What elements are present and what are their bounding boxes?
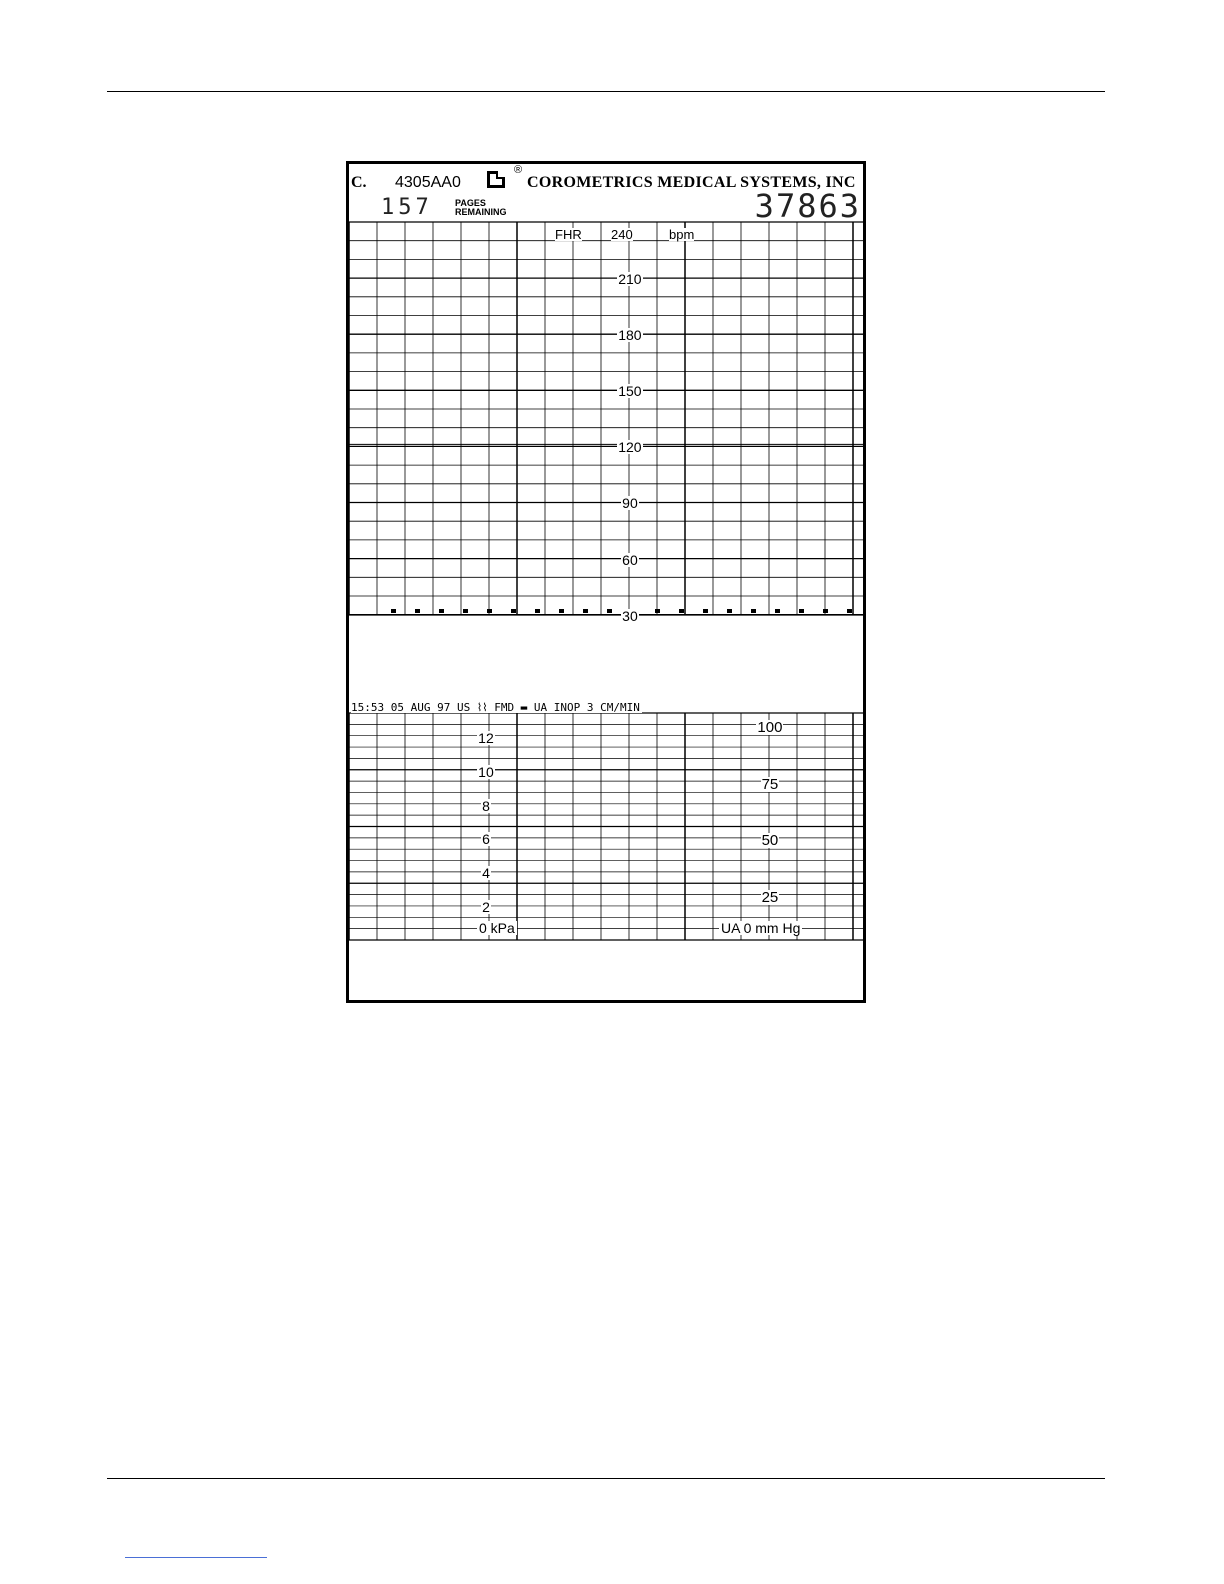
footer-link-underline: [125, 1557, 267, 1558]
fmd-mark: [607, 609, 612, 613]
pages-label-line1: PAGES: [455, 198, 486, 208]
pages-remaining-label: [455, 199, 507, 217]
company-name: COROMETRICS MEDICAL SYSTEMS, INC: [527, 174, 856, 191]
pages-remaining-count: 157: [381, 195, 433, 220]
fhr-tick-label: 90: [622, 495, 638, 512]
fhr-unit: bpm: [669, 227, 695, 242]
kpa-tick-label: 10: [478, 763, 494, 780]
company-logo-icon: [487, 171, 505, 188]
fmd-mark: [535, 609, 540, 613]
chart-grid: [349, 164, 863, 1000]
fmd-mark: [415, 609, 420, 613]
top-rule: [107, 91, 1105, 92]
fmd-mark: [439, 609, 444, 613]
fmd-mark: [511, 609, 516, 613]
fhr-tick-label: 120: [618, 439, 642, 456]
fhr-tick-label: 30: [622, 607, 638, 624]
mmhg-tick-label: 50: [761, 832, 779, 849]
fhr-tick-label: 150: [618, 383, 642, 400]
serial-number: 37863: [754, 187, 861, 225]
mmhg-tick-label: 25: [761, 888, 779, 906]
bottom-rule: [107, 1478, 1105, 1479]
mmhg-zero-label: UA 0 mm Hg: [721, 920, 801, 936]
fetal-monitor-strip: [346, 161, 866, 1003]
fmd-mark: [799, 609, 804, 613]
fmd-mark: [487, 609, 492, 613]
kpa-tick-label: 2: [482, 899, 490, 915]
fhr-tick-label: 180: [618, 327, 642, 344]
kpa-zero-label: 0 kPa: [479, 920, 515, 936]
fmd-mark: [847, 609, 852, 613]
fhr-tick-label: 60: [622, 551, 638, 568]
fmd-mark: [679, 609, 684, 613]
fmd-mark: [727, 609, 732, 613]
kpa-tick-label: 6: [482, 831, 490, 848]
header-leading-letter: C.: [351, 174, 367, 191]
mmhg-tick-label: 75: [761, 775, 779, 793]
fmd-mark: [559, 609, 564, 613]
fhr-top-value: 240: [611, 227, 633, 242]
registered-mark: ®: [514, 164, 523, 176]
fmd-mark: [655, 609, 660, 613]
fhr-tick-label: 210: [618, 271, 642, 287]
fmd-mark: [703, 609, 708, 613]
mmhg-tick-label: 100: [757, 719, 783, 736]
status-line: 15:53 05 AUG 97 US ⌇⌇ FMD ▬ UA INOP 3 CM/MIN: [351, 701, 640, 714]
fmd-mark: [775, 609, 780, 613]
part-number: 4305AA0: [395, 174, 461, 191]
fmd-mark: [391, 609, 396, 613]
fmd-mark: [463, 609, 468, 613]
fmd-mark: [751, 609, 756, 613]
kpa-tick-label: 4: [482, 865, 490, 882]
fhr-label: FHR: [555, 227, 582, 242]
kpa-tick-label: 8: [482, 797, 490, 814]
fmd-mark: [583, 609, 588, 613]
pages-label-line2: REMAINING: [455, 207, 507, 217]
kpa-tick-label: 12: [478, 730, 494, 746]
fmd-mark: [823, 609, 828, 613]
